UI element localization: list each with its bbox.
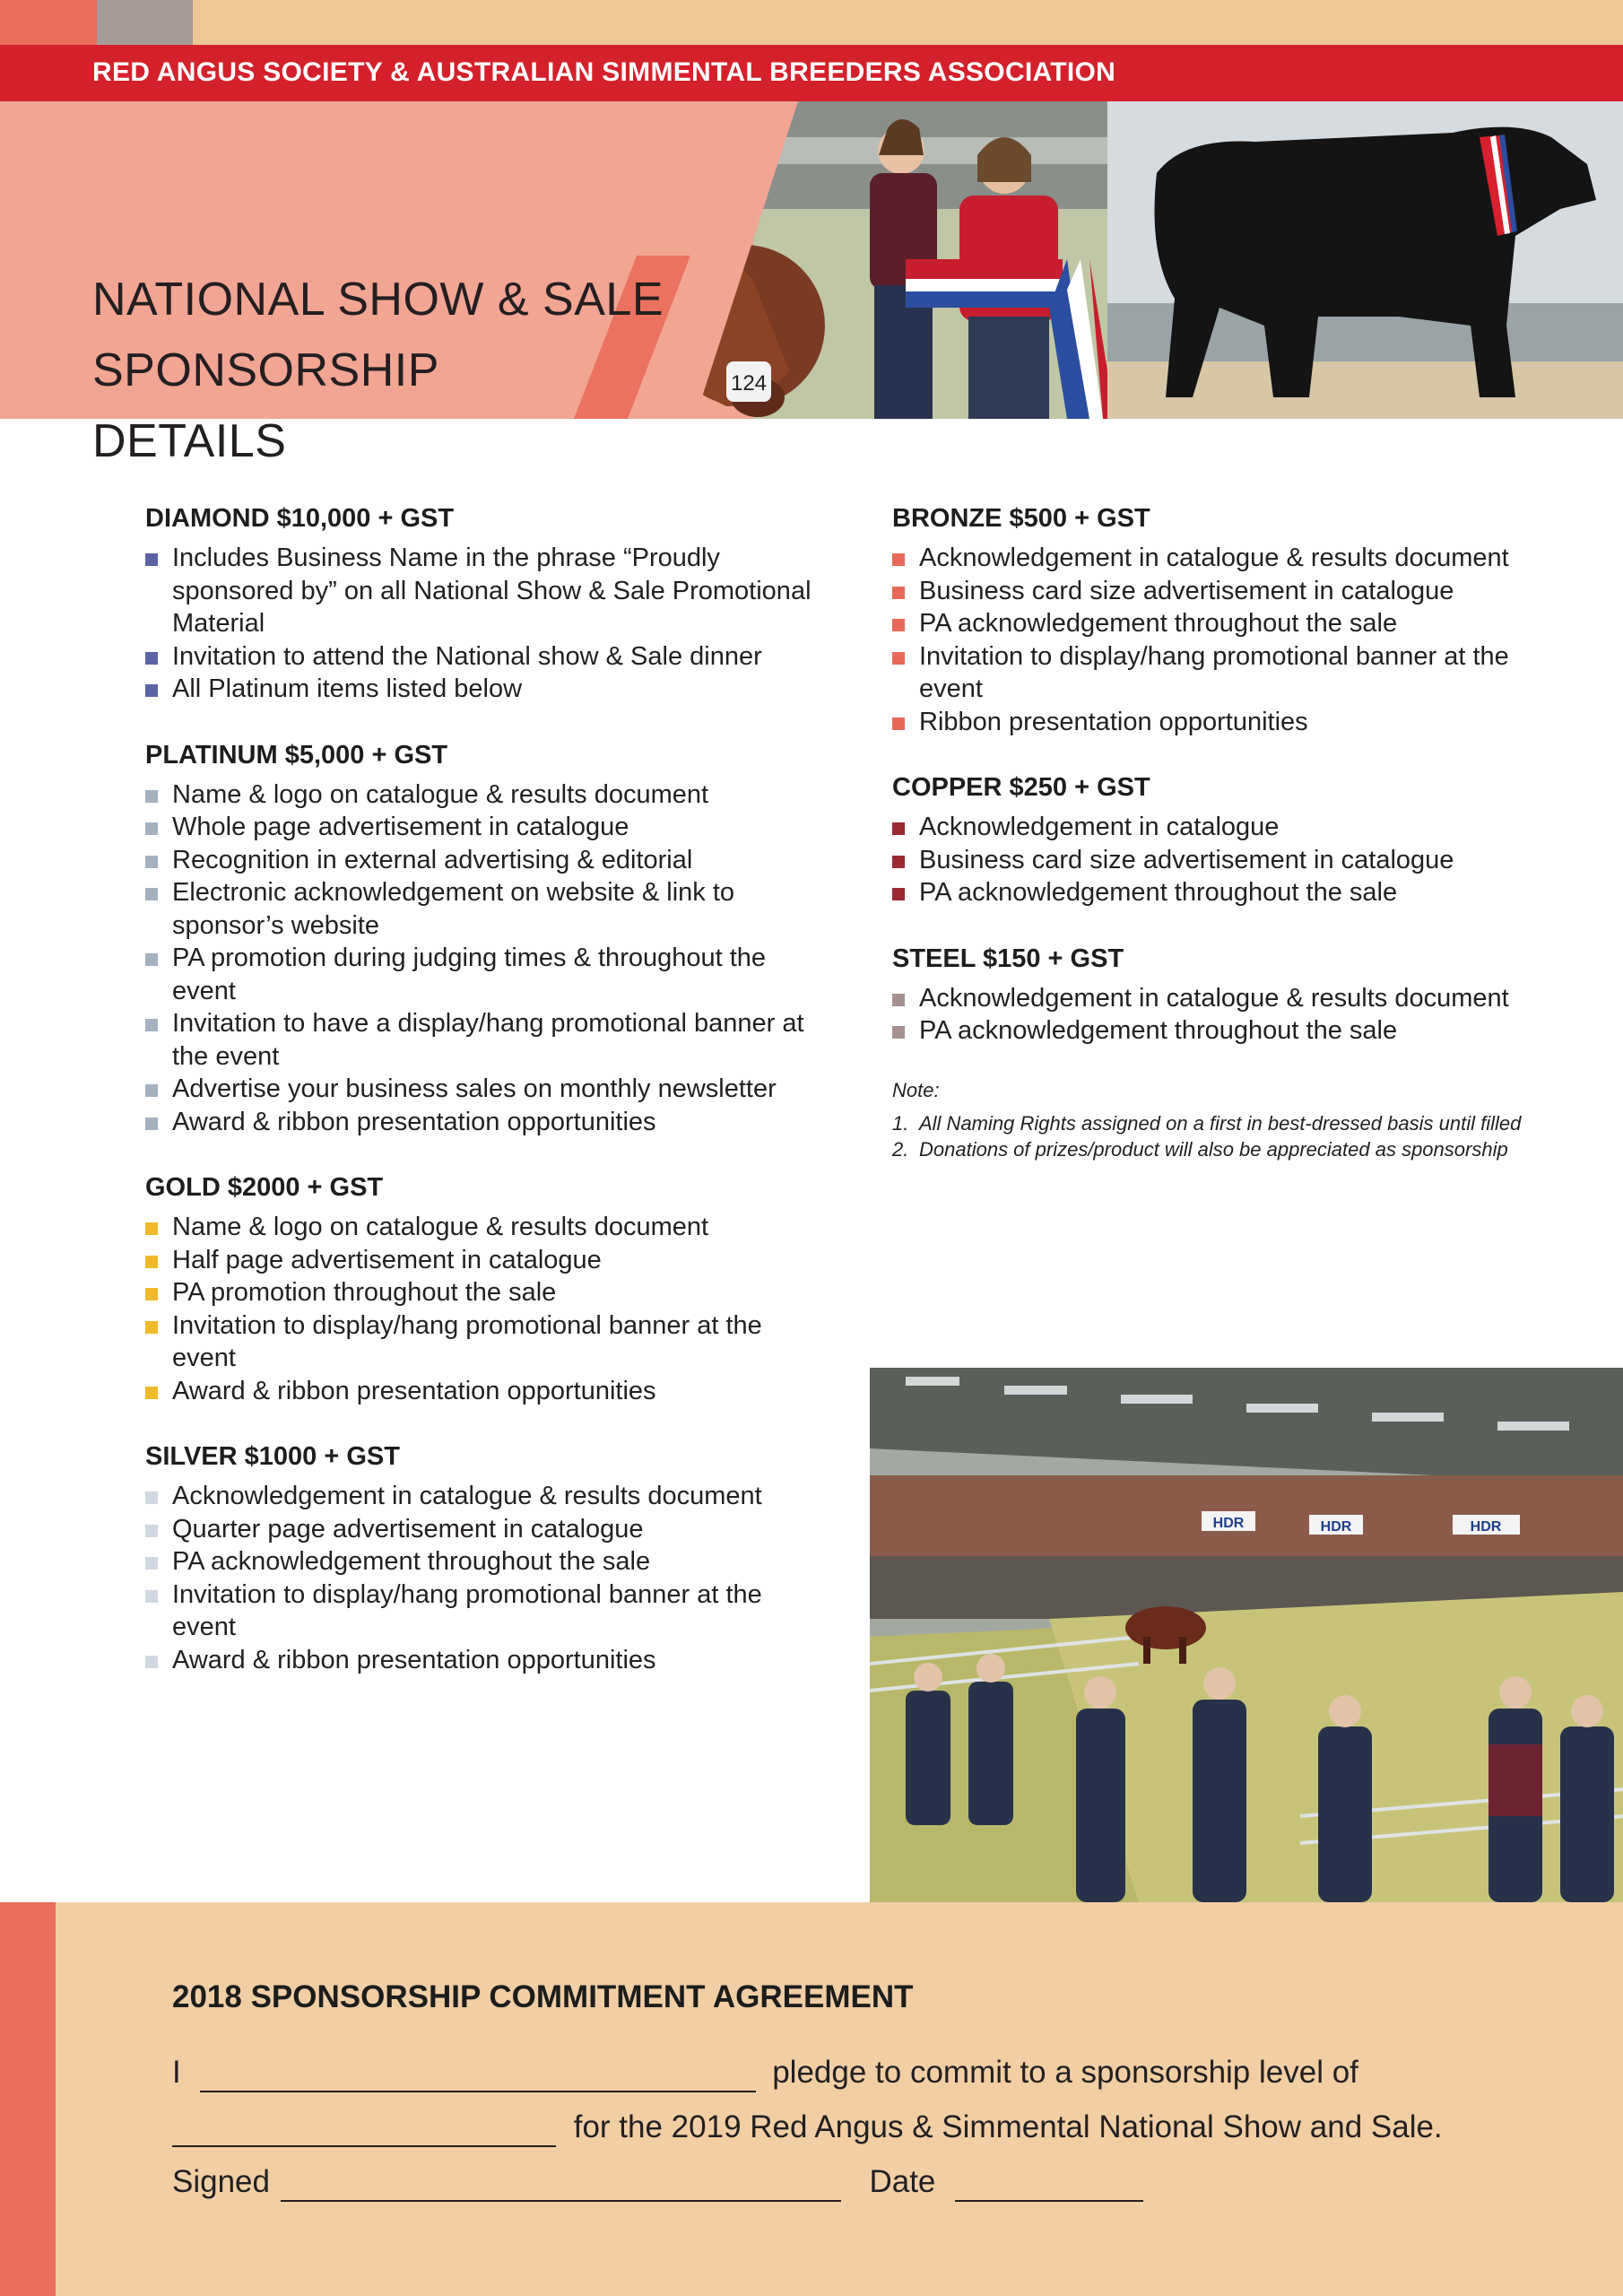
signature-blank-field[interactable] xyxy=(281,2164,841,2202)
list-item xyxy=(145,1073,827,1106)
tier-benefit-list xyxy=(145,1211,827,1407)
square-bullet-icon xyxy=(892,994,905,1006)
benefit-text: Invitation to display/hang promotional banner at the event xyxy=(172,1579,762,1641)
square-bullet-icon xyxy=(892,822,905,835)
tier-benefit-list xyxy=(892,542,1574,738)
list-item xyxy=(892,982,1574,1015)
benefit-text: Award & ribbon presentation opportunities xyxy=(172,1107,656,1136)
date-label: Date xyxy=(869,2164,936,2199)
list-item xyxy=(892,706,1574,739)
list-item xyxy=(892,1014,1574,1048)
list-item xyxy=(892,607,1574,640)
note-title: Note: xyxy=(892,1078,940,1101)
tier-title: SILVER $1000 + GST xyxy=(145,1442,400,1471)
benefit-text: Recognition in external advertising & editorial xyxy=(172,845,693,874)
title-line-2: SPONSORSHIP xyxy=(92,344,439,396)
square-bullet-icon xyxy=(145,953,158,966)
banner-2: HDR xyxy=(1320,1519,1352,1535)
black-bull-photo xyxy=(1107,101,1623,419)
note-number: 2. xyxy=(892,1137,909,1161)
date-blank-field[interactable] xyxy=(955,2164,1143,2202)
page-title xyxy=(92,265,664,477)
list-item xyxy=(145,1309,827,1375)
sale-ring-photo xyxy=(870,1368,1623,1902)
benefit-text: Acknowledgement in catalogue xyxy=(919,813,1280,841)
square-bullet-icon xyxy=(145,1492,158,1504)
list-item xyxy=(145,876,827,942)
list-item xyxy=(145,811,827,844)
list-item xyxy=(892,844,1574,877)
list-item xyxy=(145,1276,827,1309)
note-list xyxy=(892,1110,1574,1162)
tier-title: STEEL $150 + GST xyxy=(892,944,1124,973)
square-bullet-icon xyxy=(892,619,905,631)
benefit-text: Award & ribbon presentation opportunities xyxy=(172,1645,656,1674)
benefit-text: Name & logo on catalogue & results document xyxy=(172,779,709,809)
square-bullet-icon xyxy=(145,856,158,868)
tier-title: GOLD $2000 + GST xyxy=(145,1173,384,1202)
list-item xyxy=(145,673,827,706)
list-item xyxy=(145,778,827,812)
square-bullet-icon xyxy=(145,1590,158,1603)
list-item xyxy=(145,1106,827,1139)
sale-ring-illustration xyxy=(870,1368,1623,1902)
square-bullet-icon xyxy=(145,1256,158,1268)
list-item xyxy=(145,1545,827,1578)
tier-title: PLATINUM $5,000 + GST xyxy=(145,740,448,770)
tier-block xyxy=(892,771,1574,909)
name-blank-field[interactable] xyxy=(200,2055,756,2092)
benefit-text: Business card size advertisement in catalogue xyxy=(919,845,1454,874)
note-number: 1. xyxy=(892,1111,909,1135)
pledge-suffix: pledge to commit to a sponsorship level of xyxy=(772,2055,1358,2090)
tier-benefit-list xyxy=(145,1480,827,1676)
square-bullet-icon xyxy=(892,856,905,868)
hero-section xyxy=(0,101,1623,467)
level-blank-field[interactable] xyxy=(172,2109,556,2147)
agreement-section xyxy=(0,1902,1623,2296)
benefit-text: Award & ribbon presentation opportunities xyxy=(172,1376,656,1405)
benefit-text: Business card size advertisement in catalogue xyxy=(919,576,1454,605)
list-item xyxy=(145,1007,827,1073)
benefit-text: All Platinum items listed below xyxy=(172,674,523,703)
tier-block xyxy=(892,943,1574,1048)
benefit-text: Invitation to display/hang promotional banner at the event xyxy=(172,1310,762,1372)
tier-block xyxy=(145,739,827,1139)
benefit-text: Acknowledgement in catalogue & results document xyxy=(919,983,1509,1013)
list-item xyxy=(145,1211,827,1244)
square-bullet-icon xyxy=(892,652,905,665)
benefit-text: Electronic acknowledgement on website & link to sponsor’s website xyxy=(172,878,735,940)
tier-block xyxy=(145,1440,827,1676)
list-item xyxy=(892,575,1574,608)
tier-benefit-list xyxy=(892,811,1574,909)
tag-number: 124 xyxy=(730,371,768,396)
banner-3: HDR xyxy=(1470,1519,1502,1535)
square-bullet-icon xyxy=(145,790,158,803)
list-item xyxy=(145,1480,827,1513)
list-item xyxy=(892,542,1574,575)
square-bullet-icon xyxy=(892,718,905,730)
square-bullet-icon xyxy=(145,1288,158,1300)
benefit-text: Acknowledgement in catalogue & results document xyxy=(919,544,1509,572)
list-item xyxy=(145,844,827,877)
pledge-prefix: I xyxy=(172,2055,181,2090)
square-bullet-icon xyxy=(892,888,905,900)
list-item xyxy=(145,942,827,1007)
benefit-text: Half page advertisement in catalogue xyxy=(172,1245,602,1274)
benefit-text: Whole page advertisement in catalogue xyxy=(172,813,629,841)
tier-title: BRONZE $500 + GST xyxy=(892,504,1150,533)
square-bullet-icon xyxy=(145,1222,158,1235)
tier-benefit-list xyxy=(145,542,827,706)
top-strip-coral-block xyxy=(0,0,97,45)
title-line-3: DETAILS xyxy=(92,415,287,467)
benefit-text: PA acknowledgement throughout the sale xyxy=(919,609,1398,638)
tier-title: COPPER $250 + GST xyxy=(892,773,1150,802)
list-item xyxy=(145,542,827,640)
square-bullet-icon xyxy=(892,1026,905,1039)
tier-title: DIAMOND $10,000 + GST xyxy=(145,504,455,533)
organisation-name: RED ANGUS SOCIETY & AUSTRALIAN SIMMENTAL BREEDERS ASSOCIATION xyxy=(92,57,1116,87)
note-block xyxy=(892,1077,1574,1162)
benefit-text: Quarter page advertisement in catalogue xyxy=(172,1514,644,1544)
pledge-line-2-text: for the 2019 Red Angus & Simmental National Show and Sale. xyxy=(573,2109,1443,2144)
agreement-title: 2018 SPONSORSHIP COMMITMENT AGREEMENT xyxy=(172,1979,914,2014)
square-bullet-icon xyxy=(145,652,158,665)
list-item xyxy=(892,811,1574,844)
benefit-text: Invitation to have a display/hang promotional banner at the event xyxy=(172,1009,804,1071)
list-item xyxy=(145,1244,827,1277)
list-item xyxy=(145,1513,827,1546)
square-bullet-icon xyxy=(145,1557,158,1570)
list-item xyxy=(145,1375,827,1408)
square-bullet-icon xyxy=(145,684,158,697)
square-bullet-icon xyxy=(145,1387,158,1399)
note-text: All Naming Rights assigned on a first in best-dressed basis until filled xyxy=(919,1111,1522,1135)
list-item xyxy=(892,876,1574,909)
tier-benefit-list xyxy=(145,778,827,1139)
note-item xyxy=(892,1136,1574,1162)
square-bullet-icon xyxy=(145,1525,158,1537)
square-bullet-icon xyxy=(892,553,905,566)
square-bullet-icon xyxy=(145,888,158,900)
footer-coral-edge xyxy=(0,1902,56,2296)
benefit-text: PA acknowledgement throughout the sale xyxy=(172,1547,651,1576)
tier-block xyxy=(892,502,1574,738)
list-item xyxy=(145,1644,827,1677)
benefit-text: Acknowledgement in catalogue & results document xyxy=(172,1482,762,1510)
tier-benefit-list xyxy=(892,982,1574,1048)
note-item xyxy=(892,1110,1574,1136)
top-color-strip xyxy=(0,0,1623,45)
pledge-line-2 xyxy=(172,2109,1443,2147)
benefit-text: Includes Business Name in the phrase “Proudly sponsored by” on all National Show & Sale Promotional Material xyxy=(172,544,812,638)
tier-block xyxy=(145,1171,827,1407)
square-bullet-icon xyxy=(145,1321,158,1334)
benefit-text: Advertise your business sales on monthly newsletter xyxy=(172,1074,777,1103)
signed-label: Signed xyxy=(172,2164,270,2199)
signature-line xyxy=(172,2164,1143,2202)
square-bullet-icon xyxy=(145,822,158,835)
left-tier-column xyxy=(145,502,827,1709)
list-item xyxy=(145,1578,827,1644)
right-tier-column xyxy=(892,502,1574,1162)
square-bullet-icon xyxy=(145,1019,158,1031)
benefit-text: Ribbon presentation opportunities xyxy=(919,707,1308,736)
benefit-text: Invitation to display/hang promotional banner at the event xyxy=(919,641,1509,703)
pledge-line-1 xyxy=(172,2055,1358,2092)
note-text: Donations of prizes/product will also be appreciated as sponsorship xyxy=(919,1137,1508,1161)
square-bullet-icon xyxy=(892,587,905,599)
list-item xyxy=(145,640,827,674)
benefit-text: Invitation to attend the National show & Sale dinner xyxy=(172,641,762,671)
tier-block xyxy=(145,502,827,706)
top-strip-grey-block xyxy=(97,0,193,45)
title-line-1: NATIONAL SHOW & SALE xyxy=(92,274,664,326)
list-item xyxy=(892,640,1574,706)
benefit-text: PA promotion during judging times & throughout the event xyxy=(172,944,767,1005)
benefit-text: PA acknowledgement throughout the sale xyxy=(919,878,1398,907)
benefit-text: Name & logo on catalogue & results document xyxy=(172,1213,709,1241)
square-bullet-icon xyxy=(145,1656,158,1668)
benefit-text: PA promotion throughout the sale xyxy=(172,1278,557,1307)
square-bullet-icon xyxy=(145,1118,158,1130)
benefit-text: PA acknowledgement throughout the sale xyxy=(919,1016,1398,1045)
square-bullet-icon xyxy=(145,1084,158,1097)
banner-1: HDR xyxy=(1212,1516,1245,1531)
square-bullet-icon xyxy=(145,553,158,566)
